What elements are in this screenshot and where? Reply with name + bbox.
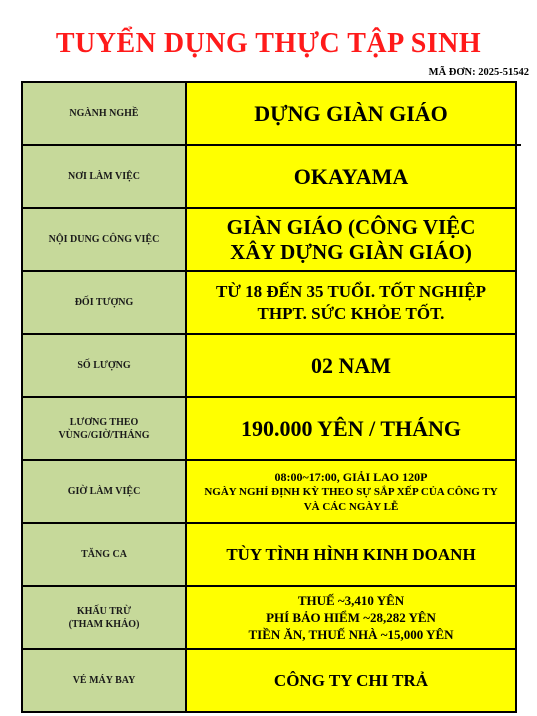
row-label-working-hours: GIỜ LÀM VIỆC	[22, 460, 186, 523]
value-line: DỰNG GIÀN GIÁO	[254, 100, 448, 126]
table-row	[22, 334, 516, 397]
value-line: TIỀN ĂN, THUẾ NHÀ ~15,000 YÊN	[248, 627, 454, 642]
row-label-quantity: SỐ LƯỢNG	[22, 334, 186, 397]
value-line: PHÍ BẢO HIỂM ~28,282 YÊN	[266, 610, 436, 625]
table-row	[22, 586, 516, 649]
value-line: TỪ 18 ĐẾN 35 TUỔI. TỐT NGHIỆP	[215, 281, 486, 301]
value-line: OKAYAMA	[293, 163, 409, 189]
row-label-overtime: TĂNG CA	[22, 523, 186, 586]
row-value-airfare	[186, 649, 516, 712]
value-line: 190.000 YÊN / THÁNG	[240, 415, 462, 441]
row-value-target	[186, 271, 516, 334]
job-info-table	[21, 81, 517, 713]
row-label-job-content: NỘI DUNG CÔNG VIỆC	[22, 208, 186, 271]
table-row	[22, 208, 516, 271]
row-value-workplace	[186, 145, 516, 208]
table-row	[22, 523, 516, 586]
value-line: THUẾ ~3,410 YÊN	[297, 593, 405, 608]
label-line: VÙNG/GIỜ/THÁNG	[58, 429, 150, 441]
table-row	[22, 145, 516, 208]
row-label-workplace: NƠI LÀM VIỆC	[22, 145, 186, 208]
row-label-target: ĐỐI TƯỢNG	[22, 271, 186, 334]
table-row	[22, 271, 516, 334]
value-line: XÂY DỰNG GIÀN GIÁO)	[230, 239, 472, 264]
table-row	[22, 397, 516, 460]
row-value-overtime	[186, 523, 516, 586]
value-line: NGÀY NGHỈ ĐỊNH KỲ THEO SỰ SẮP XẾP CỦA CÔNG TY	[204, 485, 498, 498]
row-value-working-hours	[186, 460, 516, 523]
value-line: 08:00~17:00, GIẢI LAO 120P	[274, 469, 428, 484]
table-row	[22, 460, 516, 523]
value-line: THPT. SỨC KHỎE TỐT.	[257, 303, 445, 323]
page-title: TUYỂN DỤNG THỰC TẬP SINH	[55, 28, 482, 59]
label-line: KHẤU TRỪ	[76, 605, 132, 617]
row-label-deductions	[22, 586, 186, 649]
table-row	[22, 649, 516, 712]
value-line: CÔNG TY CHI TRẢ	[273, 671, 429, 690]
order-code: MÃ ĐƠN: 2025-51542	[428, 67, 529, 78]
value-line: GIÀN GIÁO (CÔNG VIỆC	[226, 214, 476, 239]
row-label-salary	[22, 397, 186, 460]
row-label-airfare: VÉ MÁY BAY	[22, 649, 186, 712]
row-value-industry	[186, 82, 516, 145]
value-line: VÀ CÁC NGÀY LỄ	[303, 500, 399, 513]
row-value-quantity	[186, 334, 516, 397]
row-value-job-content	[186, 208, 516, 271]
table-edge-mark	[517, 144, 521, 146]
row-label-industry: NGÀNH NGHỀ	[22, 82, 186, 145]
value-line: 02 NAM	[310, 352, 392, 378]
row-value-deductions	[186, 586, 516, 649]
row-value-salary	[186, 397, 516, 460]
table-row	[22, 82, 516, 145]
label-line: (THAM KHẢO)	[68, 618, 140, 630]
value-line: TÙY TÌNH HÌNH KINH DOANH	[226, 545, 476, 564]
label-line: LƯƠNG THEO	[69, 416, 139, 428]
